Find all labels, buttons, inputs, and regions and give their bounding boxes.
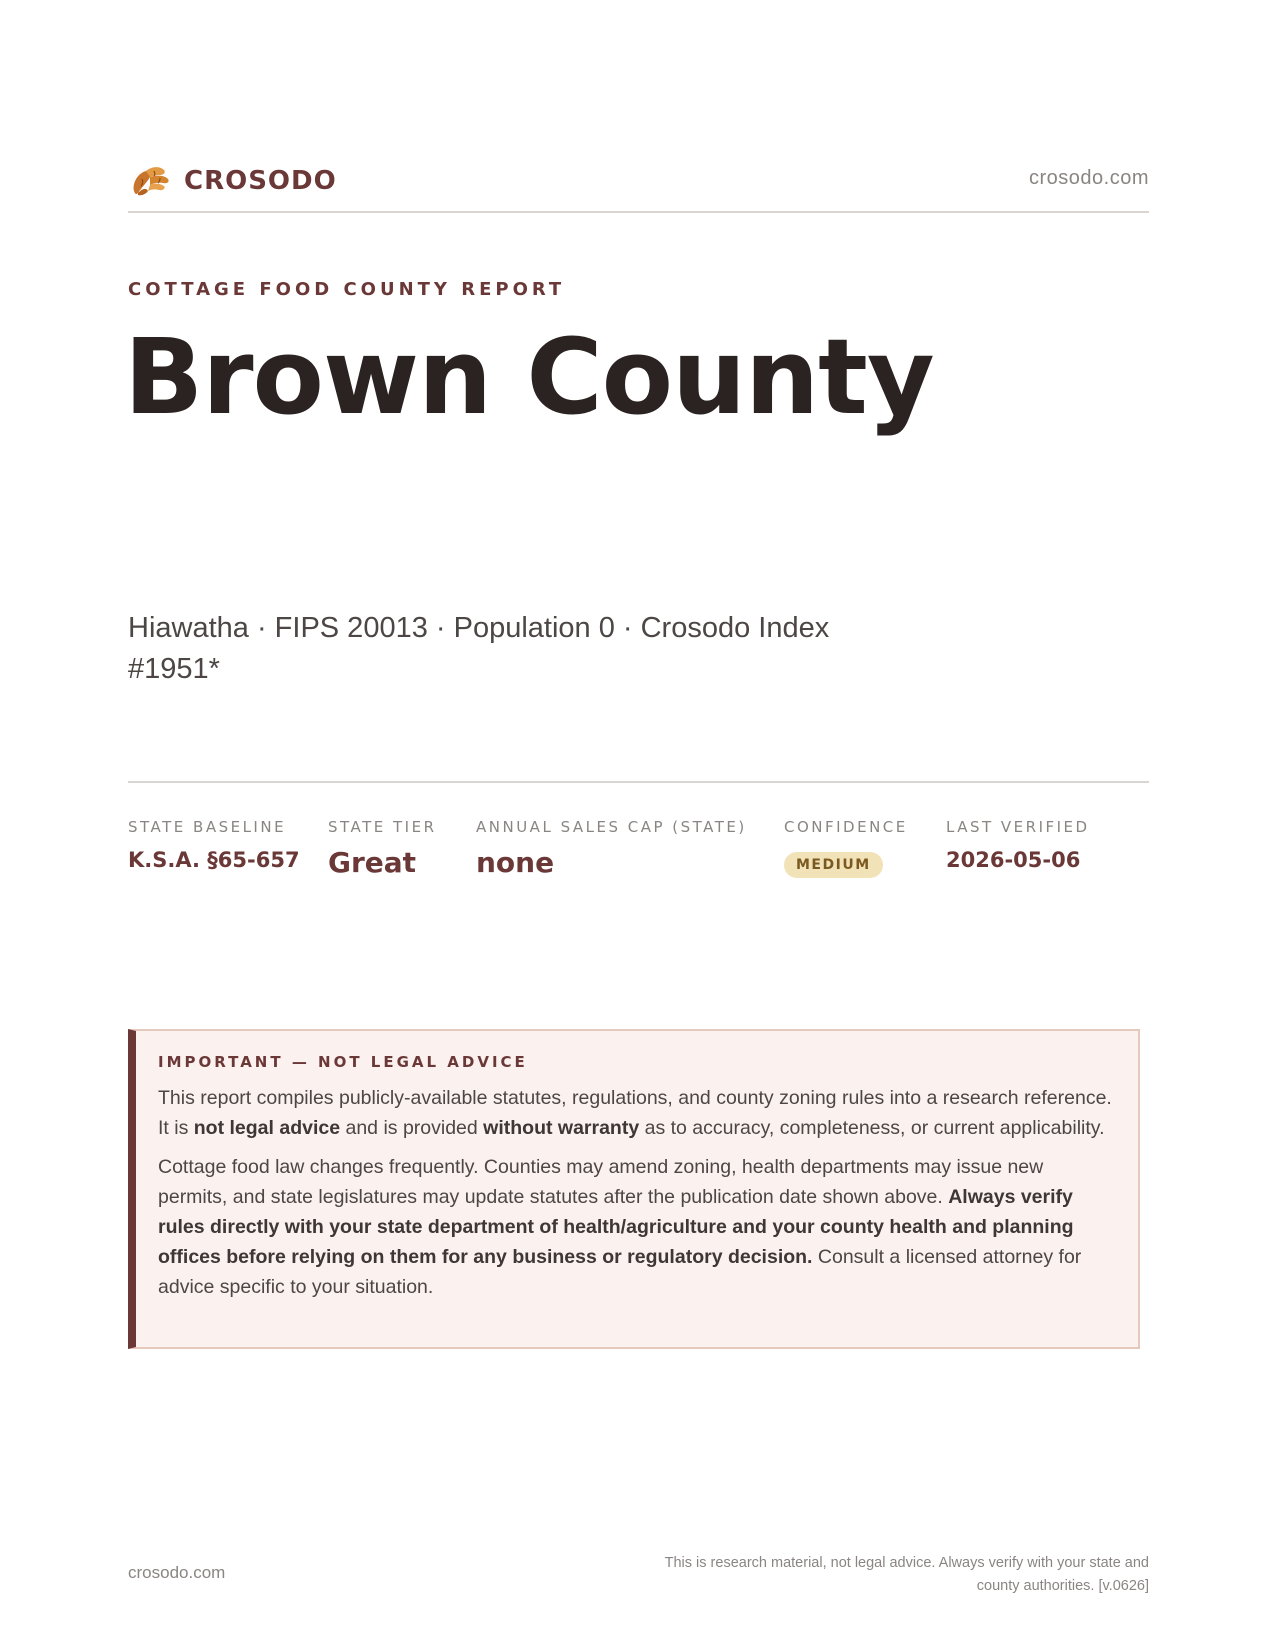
stat-label: STATE TIER bbox=[328, 818, 437, 836]
footer-disclaimer: This is research material, not legal advice. Always verify with your state and county authorities. [v.0626] bbox=[664, 1555, 1149, 1594]
notice-emphasis: Always verify rules directly with your state department of health/agriculture and your county health and planning offices before relying on them for any business or regulatory decision. bbox=[158, 1186, 1074, 1268]
notice-paragraph-2 bbox=[158, 1152, 1114, 1302]
legal-notice bbox=[128, 1029, 1140, 1349]
footer-site-link[interactable]: crosodo.com bbox=[128, 1563, 226, 1582]
stat-confidence bbox=[784, 818, 908, 878]
stats-divider bbox=[128, 781, 1149, 783]
stat-label: CONFIDENCE bbox=[784, 818, 908, 836]
stat-value: 2026-05-06 bbox=[946, 848, 1081, 872]
notice-emphasis: without warranty bbox=[483, 1117, 640, 1139]
confidence-badge: MEDIUM bbox=[784, 852, 883, 878]
stat-value: K.S.A. §65-657 bbox=[128, 848, 300, 872]
brand-name: CROSODO bbox=[184, 166, 337, 196]
notice-text: as to accuracy, completeness, or current applicability. bbox=[639, 1117, 1105, 1139]
report-page bbox=[124, 0, 1149, 1650]
stat-label: LAST VERIFIED bbox=[946, 818, 1090, 836]
croissant-icon bbox=[128, 161, 172, 201]
page-header bbox=[128, 155, 1149, 213]
stat-state-baseline bbox=[128, 818, 300, 872]
report-eyebrow: COTTAGE FOOD COUNTY REPORT bbox=[128, 279, 566, 300]
page-title: Brown County bbox=[124, 316, 934, 438]
notice-text: and is provided bbox=[340, 1117, 484, 1139]
notice-text: Cottage food law changes frequently. Counties may amend zoning, health departments may issue new permits, and state legislatures may update statutes after the publication date shown above. bbox=[158, 1156, 1044, 1208]
notice-paragraph-1 bbox=[158, 1083, 1114, 1143]
notice-text: This report compiles publicly-available statutes, regulations, and county zoning rules into a research reference. It is bbox=[158, 1087, 1112, 1139]
report-subtitle: Hiawatha · FIPS 20013 · Population 0 · Crosodo Index #1951* bbox=[128, 612, 830, 685]
brand bbox=[128, 161, 337, 201]
stat-last-verified bbox=[946, 818, 1090, 872]
stat-label: STATE BASELINE bbox=[128, 818, 287, 836]
stat-state-tier bbox=[328, 818, 437, 879]
notice-text: Consult a licensed attorney for advice specific to your situation. bbox=[158, 1246, 1082, 1298]
stat-label: ANNUAL SALES CAP (STATE) bbox=[476, 818, 747, 836]
stat-sales-cap bbox=[476, 818, 747, 879]
stat-value: none bbox=[476, 846, 555, 879]
stat-value: Great bbox=[328, 846, 417, 879]
notice-heading: IMPORTANT — NOT LEGAL ADVICE bbox=[158, 1053, 528, 1071]
notice-emphasis: not legal advice bbox=[193, 1117, 341, 1139]
header-site-link[interactable]: crosodo.com bbox=[1029, 167, 1149, 189]
